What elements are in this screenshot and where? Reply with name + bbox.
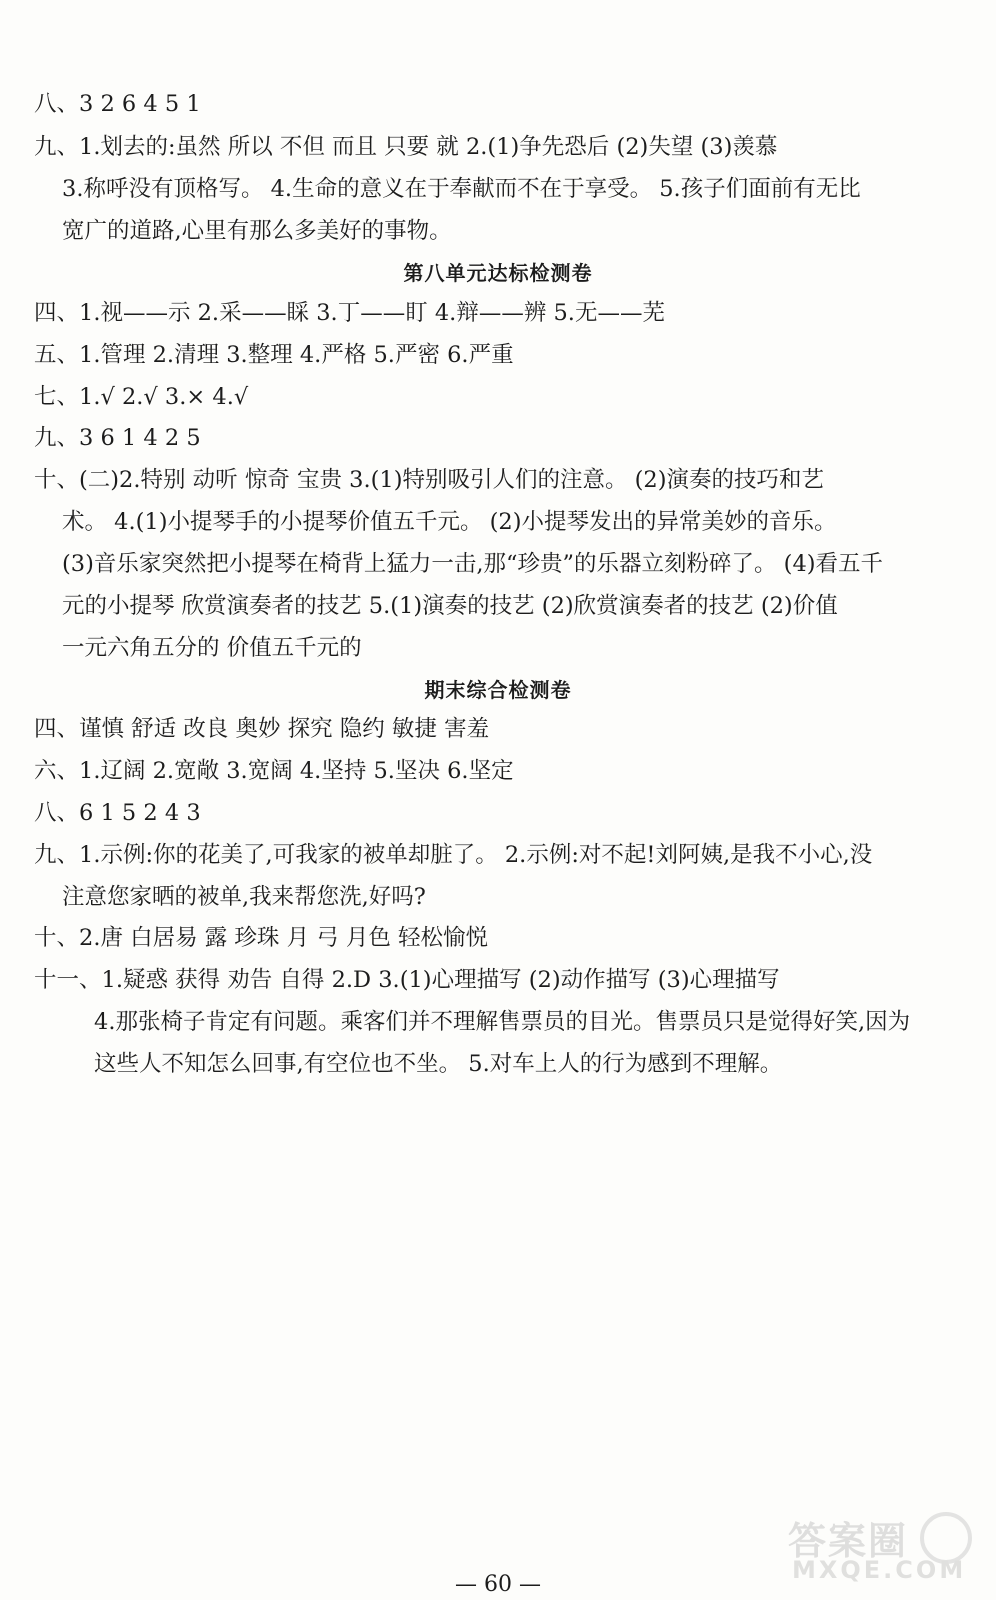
answer-line: 四、谨慎 舒适 改良 奥妙 探究 隐约 敏捷 害羞	[34, 716, 490, 742]
answer-line: 六、1.辽阔 2.宽敞 3.宽阔 4.坚持 5.坚决 6.坚定	[34, 758, 514, 784]
answer-line: 四、1.视——示 2.采——睬 3.丁——盯 4.辩——辨 5.无——芜	[34, 300, 665, 326]
watermark-logo	[788, 1510, 978, 1590]
section-heading: 期末综合检测卷	[424, 678, 572, 702]
answer-line: 九、1.划去的:虽然 所以 不但 而且 只要 就 2.(1)争先恐后 (2)失望 (3)羡慕	[34, 134, 778, 160]
answer-line: 八、6 1 5 2 4 3	[34, 800, 201, 826]
answer-line: 五、1.管理 2.清理 3.整理 4.严格 5.严密 6.严重	[34, 342, 514, 368]
answer-line: 3.称呼没有顶格写。 4.生命的意义在于奉献而不在于享受。 5.孩子们面前有无比	[62, 176, 861, 202]
answer-line: 元的小提琴 欣赏演奏者的技艺 5.(1)演奏的技艺 (2)欣赏演奏者的技艺 (2)价值	[62, 593, 838, 619]
answer-line: 七、1.√ 2.√ 3.× 4.√	[34, 384, 249, 410]
watermark-url: MXQE.COM	[792, 1556, 967, 1584]
answer-line: 九、3 6 1 4 2 5	[34, 425, 201, 451]
answer-line: 这些人不知怎么回事,有空位也不坐。 5.对车上人的行为感到不理解。	[94, 1051, 783, 1077]
answer-line: (3)音乐家突然把小提琴在椅背上猛力一击,那“珍贵”的乐器立刻粉碎了。 (4)看五千	[62, 551, 884, 577]
section-heading: 第八单元达标检测卷	[403, 261, 593, 285]
answer-line: 十、(二)2.特别 动听 惊奇 宝贵 3.(1)特别吸引人们的注意。 (2)演奏的技巧和艺	[34, 467, 824, 493]
answer-line: 注意您家晒的被单,我来帮您洗,好吗?	[62, 884, 426, 910]
answer-line: 术。 4.(1)小提琴手的小提琴价值五千元。 (2)小提琴发出的异常美妙的音乐。	[62, 509, 837, 535]
answer-line: 十、2.唐 白居易 露 珍珠 月 弓 月色 轻松愉悦	[34, 925, 489, 951]
answer-line: 一元六角五分的 价值五千元的	[62, 635, 362, 661]
answer-line: 九、1.示例:你的花美了,可我家的被单却脏了。 2.示例:对不起!刘阿姨,是我不小心,没	[34, 842, 873, 868]
answer-line: 宽广的道路,心里有那么多美好的事物。	[62, 218, 452, 244]
page-number: — 60 —	[455, 1572, 541, 1597]
answer-line: 十一、1.疑惑 获得 劝告 自得 2.D 3.(1)心理描写 (2)动作描写 (3)心理描写	[34, 967, 780, 993]
watermark-text: 答案圈	[788, 1519, 909, 1563]
answer-line: 4.那张椅子肯定有问题。乘客们并不理解售票员的目光。售票员只是觉得好笑,因为	[94, 1009, 911, 1035]
answer-line: 八、3 2 6 4 5 1	[34, 91, 201, 117]
